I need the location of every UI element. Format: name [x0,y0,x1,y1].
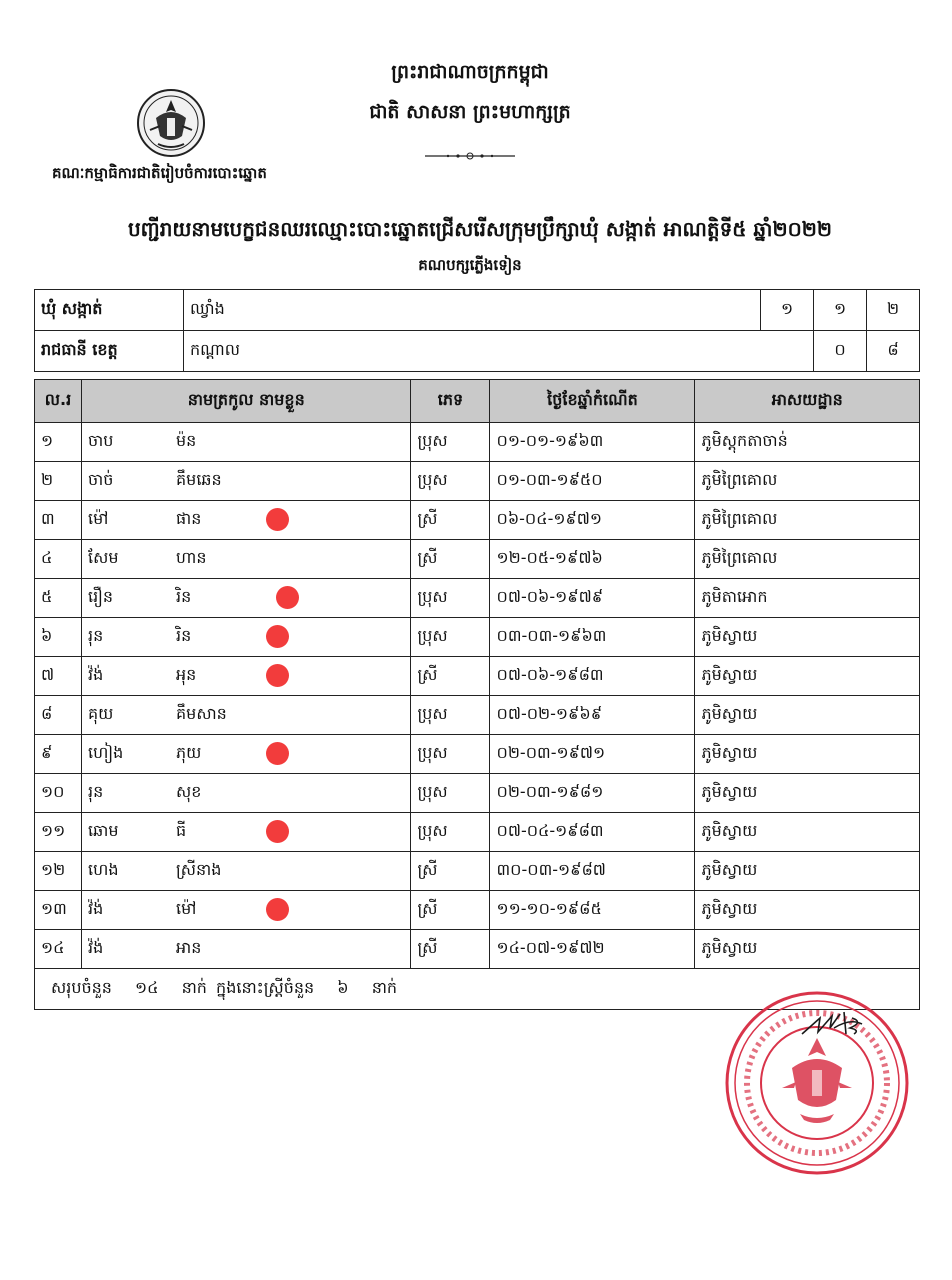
summary-women-label: ក្នុងនោះស្ត្រីចំនួន [216,978,315,997]
row-number: ១០ [35,774,82,813]
name-cell [82,930,411,969]
table-header-row [35,380,920,423]
commune-code-digit: ១ [814,290,867,331]
dob-cell: ០៧-០៤-១៩៨៣ [490,813,695,852]
table-row [35,813,920,852]
family-name: ហៀង [88,743,124,762]
given-name: រិន [176,626,192,645]
summary-total-count: ១៤ [135,978,159,997]
family-name: វ៉ង់ [88,665,104,684]
dob-cell: ១១-១០-១៩៨៥ [490,891,695,930]
name-cell [82,735,411,774]
given-name: គឹមឆេន [176,470,222,489]
dob-cell: ០២-០៣-១៩៨១ [490,774,695,813]
given-name: ភុយ [176,743,202,762]
summary-unit: នាក់ [181,978,207,997]
row-number: ១៣ [35,891,82,930]
province-label: រាជធានី ខេត្ត [35,331,184,372]
address-cell: ភូមិព្រៃគោល [695,501,920,540]
document-title: បញ្ជីរាយនាមបេក្ខជនឈរឈ្មោះបោះឆ្នោតជ្រើសរើសក្រុមប្រឹក្សាឃុំ សង្កាត់ អាណត្តិទី៥ ឆ្នាំ២០២២ [127,217,833,241]
dob-cell: ១២-០៥-១៩៧៦ [490,540,695,579]
organization-name: គណៈកម្មាធិការជាតិរៀបចំការបោះឆ្នោត [52,164,267,182]
column-header-sex: ភេទ [411,380,490,423]
family-name: រឿន [88,587,114,606]
table-row [35,540,920,579]
address-cell: ភូមិព្រៃគោល [695,540,920,579]
name-wrap [82,423,410,461]
family-name: ហេង [88,860,119,879]
province-value: កណ្ដាល [184,331,814,372]
name-wrap [82,618,410,656]
name-cell [82,891,411,930]
family-name: វ៉ង់ [88,899,104,918]
address-cell: ភូមិស្វាយ [695,774,920,813]
name-wrap [82,735,410,773]
name-cell [82,618,411,657]
red-marker-dot [266,508,289,531]
address-cell: ភូមិតាអោក [695,579,920,618]
table-row [35,930,920,969]
sex-cell: ប្រុស [411,735,490,774]
nec-emblem-icon [136,88,206,158]
kingdom-title: ព្រះរាជាណាចក្រកម្ពុជា [391,61,549,83]
sex-cell: ស្រី [411,540,490,579]
dob-cell: ០៧-០២-១៩៦៩ [490,696,695,735]
given-name: ធី [176,821,187,840]
row-number: ១២ [35,852,82,891]
name-wrap [82,774,410,812]
given-name: ម៉ៅ [176,899,197,918]
official-seal-stamp [722,988,912,1178]
column-header-address: អាសយដ្ឋាន [695,380,920,423]
sex-cell: ប្រុស [411,774,490,813]
row-number: ១ [35,423,82,462]
row-number: ២ [35,462,82,501]
commune-value: ឈ្វាំង [184,290,761,331]
red-marker-dot [266,625,289,648]
name-wrap [82,852,410,890]
dob-cell: ០៧-០៦-១៩៨៣ [490,657,695,696]
given-name: រិន [176,587,192,606]
kingdom-motto: ជាតិ សាសនា ព្រះមហាក្សត្រ [369,101,571,123]
dob-cell: ៣០-០៣-១៩៨៧ [490,852,695,891]
address-cell: ភូមិស្វាយ [695,852,920,891]
dob-cell: ០១-០១-១៩៦៣ [490,423,695,462]
dob-cell: ០៧-០៦-១៩៧៩ [490,579,695,618]
dob-cell: ០៦-០៤-១៩៧១ [490,501,695,540]
summary-total-label: សរុបចំនួន [51,978,112,997]
table-row [35,579,920,618]
candidate-table [34,379,920,1010]
family-name: ចាប [88,431,114,450]
given-name: ស្រីនាង [176,860,222,879]
location-table [34,289,920,372]
red-marker-dot [266,664,289,687]
dob-cell: ០៣-០៣-១៩៦៣ [490,618,695,657]
address-cell: ភូមិស្វាយ [695,891,920,930]
name-cell [82,696,411,735]
table-row [35,696,920,735]
name-cell [82,774,411,813]
family-name: គុយ [88,704,114,723]
table-row [35,735,920,774]
address-cell: ភូមិស្វាយ [695,696,920,735]
red-marker-dot [266,820,289,843]
address-cell: ភូមិស្វាយ [695,813,920,852]
name-wrap [82,696,410,734]
given-name: ហាន [176,548,207,567]
row-number: ៦ [35,618,82,657]
name-wrap [82,579,410,617]
family-name: សែម [88,548,119,567]
table-row [35,618,920,657]
sex-cell: ស្រី [411,657,490,696]
column-header-name: នាមត្រកូល នាមខ្លួន [82,380,411,423]
name-wrap [82,462,410,500]
given-name: ផាន [176,509,202,528]
address-cell: ភូមិស្វាយ [695,930,920,969]
party-name: គណបក្សភ្លើងទៀន [418,256,522,274]
row-number: ៧ [35,657,82,696]
given-name: សុខ [176,782,202,801]
sex-cell: ប្រុស [411,813,490,852]
name-wrap [82,501,410,539]
name-cell [82,462,411,501]
given-name: គឹមសាន [176,704,227,723]
given-name: អុន [176,665,197,684]
sex-cell: ស្រី [411,930,490,969]
table-row [35,423,920,462]
sex-cell: ប្រុស [411,462,490,501]
family-name: ឆោម [88,821,119,840]
summary-unit: នាក់ [371,978,398,997]
dob-cell: ០១-០៣-១៩៥០ [490,462,695,501]
family-name: រុន [88,626,104,645]
given-name: ម៉ន [176,431,197,450]
name-cell [82,501,411,540]
address-cell: ភូមិស្វាយ [695,657,920,696]
sex-cell: ស្រី [411,852,490,891]
province-code-digit: ៨ [867,331,920,372]
red-marker-dot [266,898,289,921]
name-wrap [82,930,410,968]
row-number: ១៤ [35,930,82,969]
name-wrap [82,657,410,695]
family-name: ម៉ៅ [88,509,109,528]
commune-label: ឃុំ សង្កាត់ [35,290,184,331]
row-number: ៨ [35,696,82,735]
address-cell: ភូមិស្វាយ [695,735,920,774]
column-header-dob: ថ្ងៃខែឆ្នាំកំណើត [490,380,695,423]
name-wrap [82,891,410,929]
given-name: អាន [176,938,202,957]
name-cell [82,852,411,891]
table-row [35,501,920,540]
sex-cell: ប្រុស [411,696,490,735]
commune-row [35,290,920,331]
row-number: ១១ [35,813,82,852]
table-row [35,891,920,930]
row-number: ៣ [35,501,82,540]
name-cell [82,813,411,852]
red-marker-dot [266,742,289,765]
family-name: ចាច់ [88,470,114,489]
table-row [35,657,920,696]
family-name: រុន [88,782,104,801]
address-cell: ភូមិព្រៃគោល [695,462,920,501]
row-number: ៤ [35,540,82,579]
red-marker-dot [276,586,299,609]
province-row [35,331,920,372]
commune-code-digit: ១ [761,290,814,331]
address-cell: ភូមិស្វាយ [695,618,920,657]
address-cell: ភូមិស្ដុកតាចាន់ [695,423,920,462]
dob-cell: ១៤-០៧-១៩៧២ [490,930,695,969]
table-row [35,462,920,501]
name-wrap [82,540,410,578]
table-row [35,774,920,813]
column-header-number: ល.រ [35,380,82,423]
name-cell [82,423,411,462]
table-row [35,852,920,891]
sex-cell: ស្រី [411,891,490,930]
row-number: ៩ [35,735,82,774]
name-cell [82,579,411,618]
row-number: ៥ [35,579,82,618]
dob-cell: ០២-០៣-១៩៧១ [490,735,695,774]
family-name: វ៉ង់ [88,938,104,957]
sex-cell: ប្រុស [411,579,490,618]
name-cell [82,540,411,579]
sex-cell: ស្រី [411,501,490,540]
sex-cell: ប្រុស [411,618,490,657]
name-cell [82,657,411,696]
summary-women-count: ៦ [337,978,349,997]
ornament-divider [420,150,520,162]
sex-cell: ប្រុស [411,423,490,462]
name-wrap [82,813,410,851]
commune-code-digit: ២ [867,290,920,331]
province-code-digit: ០ [814,331,867,372]
